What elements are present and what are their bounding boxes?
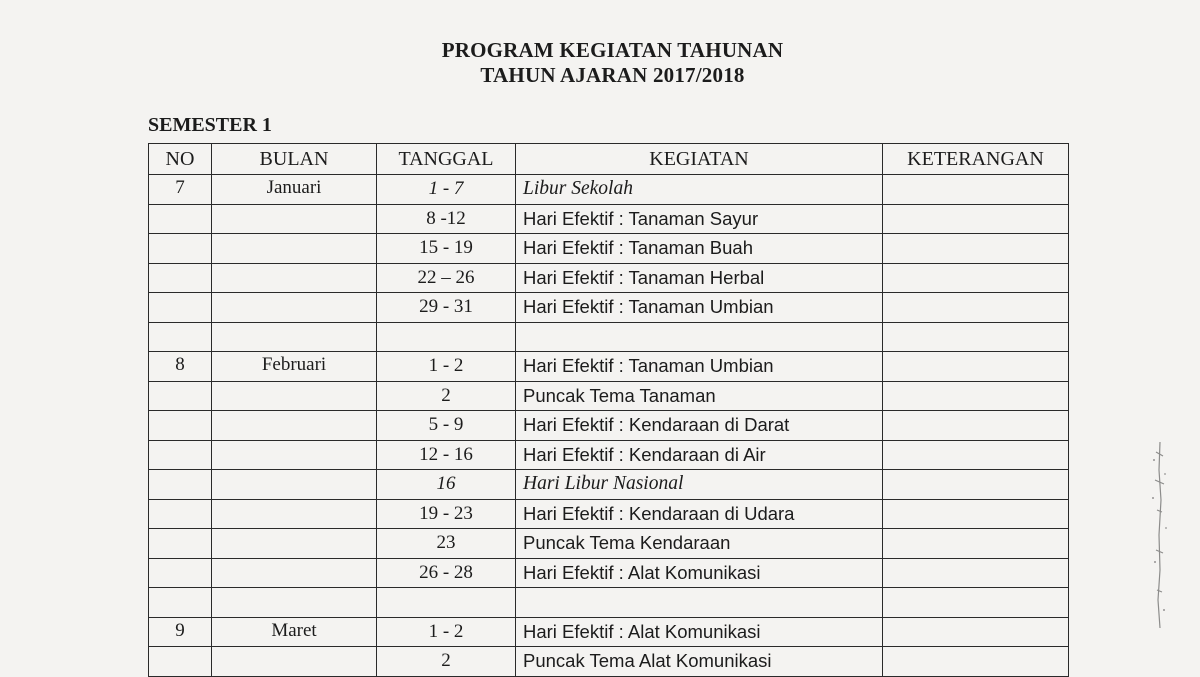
cell-kegiatan: Hari Efektif : Kendaraan di Udara bbox=[516, 499, 883, 529]
cell-keterangan bbox=[883, 411, 1069, 441]
cell-keterangan bbox=[883, 529, 1069, 559]
document-subtitle: TAHUN AJARAN 2017/2018 bbox=[480, 63, 745, 87]
cell-kegiatan: Puncak Tema Alat Komunikasi bbox=[516, 647, 883, 677]
table-row bbox=[149, 175, 1069, 205]
cell-keterangan bbox=[883, 617, 1069, 647]
cell-kegiatan: Hari Efektif : Tanaman Umbian bbox=[516, 352, 883, 382]
cell-kegiatan: Hari Efektif : Tanaman Umbian bbox=[516, 293, 883, 323]
column-header-bulan: BULAN bbox=[212, 144, 377, 175]
cell-keterangan bbox=[883, 293, 1069, 323]
cell-tanggal bbox=[377, 322, 516, 352]
column-header-no: NO bbox=[149, 144, 212, 175]
cell-keterangan bbox=[883, 381, 1069, 411]
activity-table bbox=[148, 143, 1069, 677]
cell-keterangan bbox=[883, 322, 1069, 352]
table-row bbox=[149, 558, 1069, 588]
cell-no bbox=[149, 558, 212, 588]
table-row bbox=[149, 293, 1069, 323]
column-header-kegiatan: KEGIATAN bbox=[516, 144, 883, 175]
table-row bbox=[149, 411, 1069, 441]
cell-kegiatan: Puncak Tema Tanaman bbox=[516, 381, 883, 411]
cell-tanggal: 2 bbox=[377, 647, 516, 677]
cell-tanggal: 12 - 16 bbox=[377, 440, 516, 470]
table-row bbox=[149, 322, 1069, 352]
table-row bbox=[149, 499, 1069, 529]
cell-tanggal: 16 bbox=[377, 470, 516, 500]
cell-tanggal: 5 - 9 bbox=[377, 411, 516, 441]
cell-kegiatan: Hari Efektif : Alat Komunikasi bbox=[516, 617, 883, 647]
column-header-tanggal: TANGGAL bbox=[377, 144, 516, 175]
cell-bulan bbox=[212, 411, 377, 441]
table-row bbox=[149, 381, 1069, 411]
cell-bulan bbox=[212, 263, 377, 293]
cell-no bbox=[149, 263, 212, 293]
cell-no bbox=[149, 322, 212, 352]
cell-no: 8 bbox=[149, 352, 212, 382]
cell-tanggal: 23 bbox=[377, 529, 516, 559]
table-row bbox=[149, 617, 1069, 647]
cell-no bbox=[149, 204, 212, 234]
cell-no bbox=[149, 381, 212, 411]
cell-kegiatan: Hari Efektif : Kendaraan di Air bbox=[516, 440, 883, 470]
cell-tanggal: 15 - 19 bbox=[377, 234, 516, 264]
table-row bbox=[149, 470, 1069, 500]
cell-bulan bbox=[212, 204, 377, 234]
cell-kegiatan: Puncak Tema Kendaraan bbox=[516, 529, 883, 559]
cell-keterangan bbox=[883, 204, 1069, 234]
cell-kegiatan: Hari Efektif : Kendaraan di Darat bbox=[516, 411, 883, 441]
cell-bulan: Februari bbox=[212, 352, 377, 382]
cell-tanggal: 1 - 2 bbox=[377, 352, 516, 382]
cell-kegiatan bbox=[516, 588, 883, 618]
cell-no: 7 bbox=[149, 175, 212, 205]
cell-bulan bbox=[212, 293, 377, 323]
cell-keterangan bbox=[883, 234, 1069, 264]
table-row bbox=[149, 263, 1069, 293]
cell-keterangan bbox=[883, 588, 1069, 618]
table-row bbox=[149, 529, 1069, 559]
cell-no bbox=[149, 234, 212, 264]
cell-kegiatan: Hari Efektif : Tanaman Sayur bbox=[516, 204, 883, 234]
table-row bbox=[149, 440, 1069, 470]
cell-no bbox=[149, 411, 212, 441]
cell-bulan bbox=[212, 322, 377, 352]
column-header-keterangan: KETERANGAN bbox=[883, 144, 1069, 175]
cell-keterangan bbox=[883, 175, 1069, 205]
cell-keterangan bbox=[883, 558, 1069, 588]
cell-tanggal: 29 - 31 bbox=[377, 293, 516, 323]
table-body bbox=[149, 175, 1069, 677]
table-row bbox=[149, 204, 1069, 234]
cell-keterangan bbox=[883, 470, 1069, 500]
cell-tanggal: 26 - 28 bbox=[377, 558, 516, 588]
scan-smudge-mark bbox=[1148, 440, 1172, 630]
cell-tanggal: 2 bbox=[377, 381, 516, 411]
cell-tanggal: 1 - 2 bbox=[377, 617, 516, 647]
semester-heading: SEMESTER 1 bbox=[148, 114, 272, 136]
cell-no bbox=[149, 588, 212, 618]
cell-keterangan bbox=[883, 352, 1069, 382]
cell-no: 9 bbox=[149, 617, 212, 647]
cell-keterangan bbox=[883, 263, 1069, 293]
cell-bulan bbox=[212, 470, 377, 500]
cell-no bbox=[149, 529, 212, 559]
cell-no bbox=[149, 647, 212, 677]
cell-keterangan bbox=[883, 499, 1069, 529]
cell-tanggal: 1 - 7 bbox=[377, 175, 516, 205]
cell-bulan bbox=[212, 647, 377, 677]
cell-kegiatan: Hari Efektif : Tanaman Buah bbox=[516, 234, 883, 264]
cell-bulan: Januari bbox=[212, 175, 377, 205]
cell-bulan bbox=[212, 234, 377, 264]
table-row bbox=[149, 588, 1069, 618]
cell-bulan bbox=[212, 529, 377, 559]
table-row bbox=[149, 647, 1069, 677]
cell-keterangan bbox=[883, 440, 1069, 470]
cell-no bbox=[149, 470, 212, 500]
document-title: PROGRAM KEGIATAN TAHUNAN bbox=[441, 38, 784, 62]
table-row bbox=[149, 352, 1069, 382]
cell-tanggal: 19 - 23 bbox=[377, 499, 516, 529]
cell-no bbox=[149, 499, 212, 529]
cell-keterangan bbox=[883, 647, 1069, 677]
cell-kegiatan: Hari Libur Nasional bbox=[516, 470, 883, 500]
cell-tanggal: 8 -12 bbox=[377, 204, 516, 234]
cell-bulan bbox=[212, 558, 377, 588]
table-row bbox=[149, 234, 1069, 264]
cell-kegiatan: Hari Efektif : Alat Komunikasi bbox=[516, 558, 883, 588]
cell-kegiatan bbox=[516, 322, 883, 352]
cell-bulan bbox=[212, 381, 377, 411]
cell-tanggal bbox=[377, 588, 516, 618]
cell-no bbox=[149, 440, 212, 470]
cell-bulan bbox=[212, 499, 377, 529]
cell-tanggal: 22 – 26 bbox=[377, 263, 516, 293]
cell-bulan bbox=[212, 440, 377, 470]
cell-bulan bbox=[212, 588, 377, 618]
cell-kegiatan: Hari Efektif : Tanaman Herbal bbox=[516, 263, 883, 293]
table-header-row bbox=[149, 144, 1069, 175]
cell-no bbox=[149, 293, 212, 323]
cell-kegiatan: Libur Sekolah bbox=[516, 175, 883, 205]
cell-bulan: Maret bbox=[212, 617, 377, 647]
